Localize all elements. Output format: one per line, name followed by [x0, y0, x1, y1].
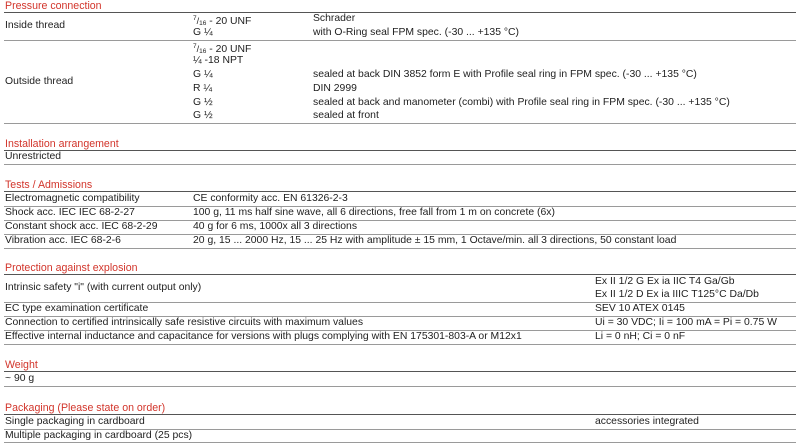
row-divider: [4, 123, 796, 124]
outside-thread-description: sealed at back DIN 3852 form E with Profile seal ring in FPM spec. (-30 ... +135 °C): [313, 69, 697, 80]
packaging-label: Multiple packaging in cardboard (25 pcs): [5, 430, 193, 441]
packaging-label: Single packaging in cardboard: [5, 416, 145, 427]
explosion-label: Connection to certified intrinsically safe resistive circuits with maximum values: [5, 317, 364, 328]
inside-thread-spec: G ¼: [193, 27, 213, 38]
section-heading-installation: Installation arrangement: [5, 138, 119, 150]
outside-thread-spec: G ¼: [193, 69, 213, 80]
intrinsic-safety-marking: Ex II 1/2 G Ex ia IIC T4 Ga/Gb: [595, 276, 735, 287]
explosion-value: Li = 0 nH; Ci = 0 nF: [595, 331, 686, 342]
test-value: 20 g, 15 ... 2000 Hz, 15 ... 25 Hz with amplitude ± 15 mm, 1 Octave/min. all 3 directions, 50 constant load: [193, 235, 677, 246]
outside-thread-description: DIN 2999: [313, 83, 357, 94]
thread-fraction-denominator: 16: [199, 20, 207, 27]
section-heading-tests: Tests / Admissions: [5, 179, 93, 191]
fraction-slash: /: [196, 44, 200, 54]
explosion-value: SEV 10 ATEX 0145: [595, 303, 685, 314]
row-divider: [4, 164, 796, 165]
section-divider: [4, 274, 796, 275]
inside-thread-description: Schrader: [313, 13, 356, 24]
inside-thread-label: Inside thread: [5, 20, 66, 31]
outside-thread-spec: G ½: [193, 110, 213, 121]
explosion-label: EC type examination certificate: [5, 303, 149, 314]
thread-suffix: - 20 UNF: [206, 16, 252, 27]
explosion-value: Ui = 30 VDC; Ii = 100 mA = Pi = 0.75 W: [595, 317, 777, 328]
weight-value: ~ 90 g: [5, 373, 35, 384]
thread-fraction-numerator: 7: [193, 15, 197, 22]
row-divider: [4, 442, 796, 443]
section-heading-packaging: Packaging (Please state on order): [5, 402, 166, 414]
test-label: Shock acc. IEC IEC 68-2-27: [5, 207, 135, 218]
test-value: 40 g for 6 ms, 1000x all 3 directions: [193, 221, 358, 232]
section-divider: [4, 12, 796, 13]
row-divider: [4, 40, 796, 41]
test-label: Electromagnetic compatibility: [5, 193, 140, 204]
intrinsic-safety-marking: Ex II 1/2 D Ex ia IIIC T125°C Da/Db: [595, 289, 759, 300]
packaging-value: accessories integrated: [595, 416, 699, 427]
section-divider: [4, 371, 796, 372]
test-label: Constant shock acc. IEC 68-2-29: [5, 221, 158, 232]
intrinsic-safety-label: Intrinsic safety "i" (with current output only): [5, 282, 202, 293]
thread-suffix: - 20 UNF: [206, 44, 252, 55]
section-heading-pressure-connection: Pressure connection: [5, 0, 102, 12]
row-divider: [4, 386, 796, 387]
section-heading-explosion: Protection against explosion: [5, 262, 138, 274]
explosion-label: Effective internal inductance and capacitance for versions with plugs complying with EN 175301-803-A or M12x1: [5, 331, 522, 342]
outside-thread-description: sealed at back and manometer (combi) with Profile seal ring in FPM spec. (-30 ... +135 °C): [313, 97, 730, 108]
section-divider: [4, 150, 796, 151]
outside-thread-label: Outside thread: [5, 76, 74, 87]
outside-thread-spec: R ¼: [193, 83, 213, 94]
thread-fraction-numerator: 7: [193, 43, 197, 50]
row-divider: [4, 248, 796, 249]
outside-thread-spec: G ½: [193, 97, 213, 108]
test-value: 100 g, 11 ms half sine wave, all 6 directions, free fall from 1 m on concrete (6x): [193, 207, 555, 218]
outside-thread-description: sealed at front: [313, 110, 379, 121]
outside-thread-spec: ¼ -18 NPT: [193, 55, 244, 66]
section-divider: [4, 414, 796, 415]
installation-value: Unrestricted: [5, 151, 62, 162]
section-heading-weight: Weight: [5, 359, 38, 371]
test-value: CE conformity acc. EN 61326-2-3: [193, 193, 348, 204]
thread-fraction-denominator: 16: [199, 48, 207, 55]
section-divider: [4, 191, 796, 192]
fraction-slash: /: [196, 16, 200, 26]
inside-thread-description: with O-Ring seal FPM spec. (-30 ... +135 °C): [313, 27, 519, 38]
test-label: Vibration acc. IEC 68-2-6: [5, 235, 121, 246]
row-divider: [4, 344, 796, 345]
